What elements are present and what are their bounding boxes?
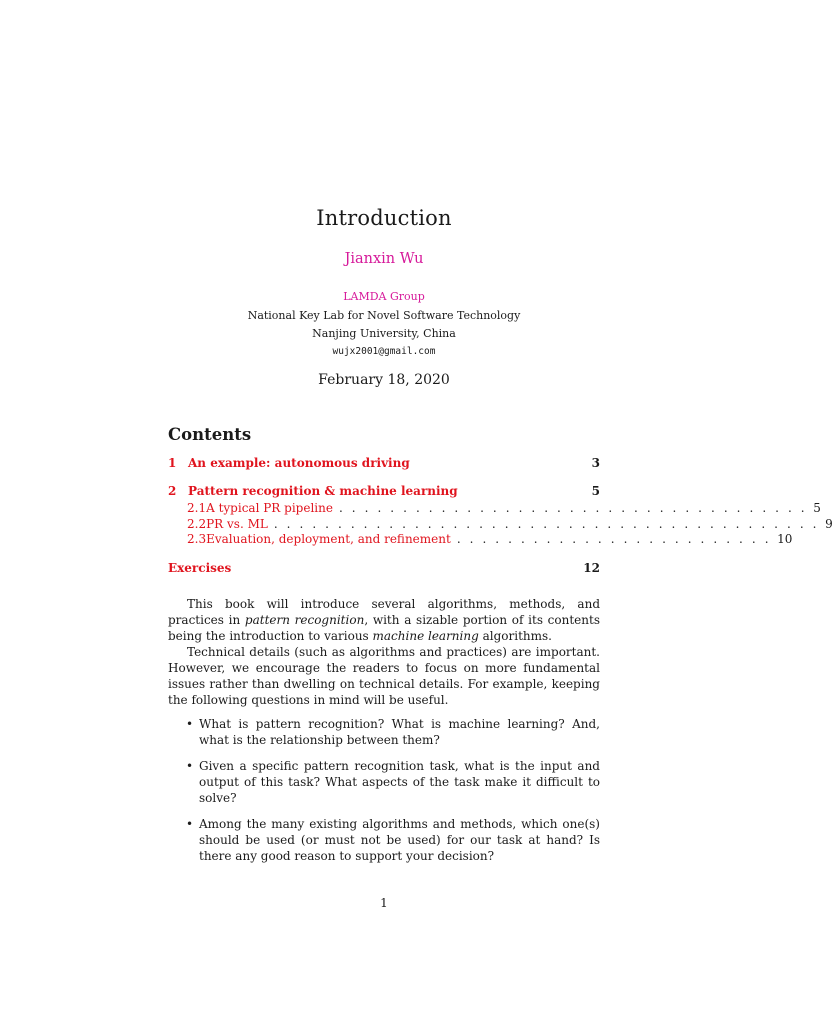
toc-section-2[interactable] — [168, 484, 600, 500]
page-number: 1 — [380, 896, 388, 910]
bullet-icon: • — [186, 717, 194, 731]
toc-label: A typical PR pipeline — [206, 501, 333, 515]
list-item-text: What is pattern recognition? What is machine learning? And, what is the relationship between them? — [199, 717, 600, 747]
toc-label: Pattern recognition & machine learning — [188, 484, 458, 498]
toc-page: 12 — [583, 561, 600, 575]
toc-leader: . . . . . . . . . . . . . . . . . . . . . . . . . . . . . . . . . . . . . . . . . . . — [273, 517, 820, 531]
emphasis-machine-learning: machine learning — [372, 629, 479, 643]
text-run: algorithms. — [478, 629, 552, 643]
intro-paragraph-2 — [168, 644, 600, 708]
paper-date: February 18, 2020 — [318, 372, 450, 388]
affiliation-lab: National Key Lab for Novel Software Technology — [247, 309, 521, 322]
emphasis-pattern-recognition: pattern recognition — [244, 613, 365, 627]
list-item — [168, 716, 600, 748]
bullet-icon: • — [186, 759, 194, 773]
toc-label: Exercises — [168, 561, 232, 575]
list-item — [168, 758, 600, 806]
toc-number: 1 — [168, 456, 177, 470]
contents-heading: Contents — [168, 425, 252, 444]
toc-subsection-2-3[interactable] — [187, 532, 793, 548]
question-list — [168, 716, 600, 874]
toc-label: Evaluation, deployment, and refinement — [206, 532, 451, 546]
toc-section-1[interactable] — [168, 456, 600, 472]
toc-leader: . . . . . . . . . . . . . . . . . . . . . . . . . — [456, 532, 772, 546]
paragraph-text: Technical details (such as algorithms and practices) are important. However, we encourage the readers to focus on more fundamental issues rather than dwelling on technical details. For example, keeping the following questions in mind will be useful. — [168, 645, 600, 707]
author-email: wujx2001@gmail.com — [332, 346, 436, 357]
toc-subsection-2-2[interactable] — [187, 517, 833, 533]
affiliation-university: Nanjing University, China — [312, 327, 456, 340]
toc-label: PR vs. ML — [206, 517, 268, 531]
list-item-text: Among the many existing algorithms and methods, which one(s) should be used (or must not be used) for our task at hand? Is there any good reason to support your decision? — [199, 817, 600, 863]
bullet-icon: • — [186, 817, 194, 831]
toc-label: An example: autonomous driving — [188, 456, 410, 470]
text-run: This book will introduce several algorithms, methods, and practices in — [168, 597, 600, 627]
toc-page: 9 — [825, 517, 833, 531]
author-name[interactable]: Jianxin Wu — [344, 251, 424, 267]
toc-page: 5 — [591, 484, 600, 498]
toc-number: 2.1 — [187, 501, 207, 515]
toc-subsection-2-1[interactable] — [187, 501, 821, 517]
toc-number: 2.3 — [187, 532, 207, 546]
paper-title: Introduction — [316, 206, 452, 230]
toc-number: 2 — [168, 484, 177, 498]
toc-number: 2.2 — [187, 517, 207, 531]
list-item-text: Given a specific pattern recognition task, what is the input and output of this task? What aspects of the task make it difficult to solve? — [199, 759, 600, 805]
text-run: , with a sizable portion of its contents being the introduction to various — [168, 613, 600, 643]
intro-paragraph-1 — [168, 596, 600, 644]
group-link[interactable]: LAMDA Group — [343, 290, 425, 303]
toc-exercises[interactable] — [168, 561, 600, 577]
toc-page: 10 — [777, 532, 793, 546]
toc-page: 3 — [591, 456, 600, 470]
list-item — [168, 816, 600, 864]
toc-page: 5 — [813, 501, 821, 515]
toc-leader: . . . . . . . . . . . . . . . . . . . . . . . . . . . . . . . . . . . . . — [338, 501, 808, 515]
